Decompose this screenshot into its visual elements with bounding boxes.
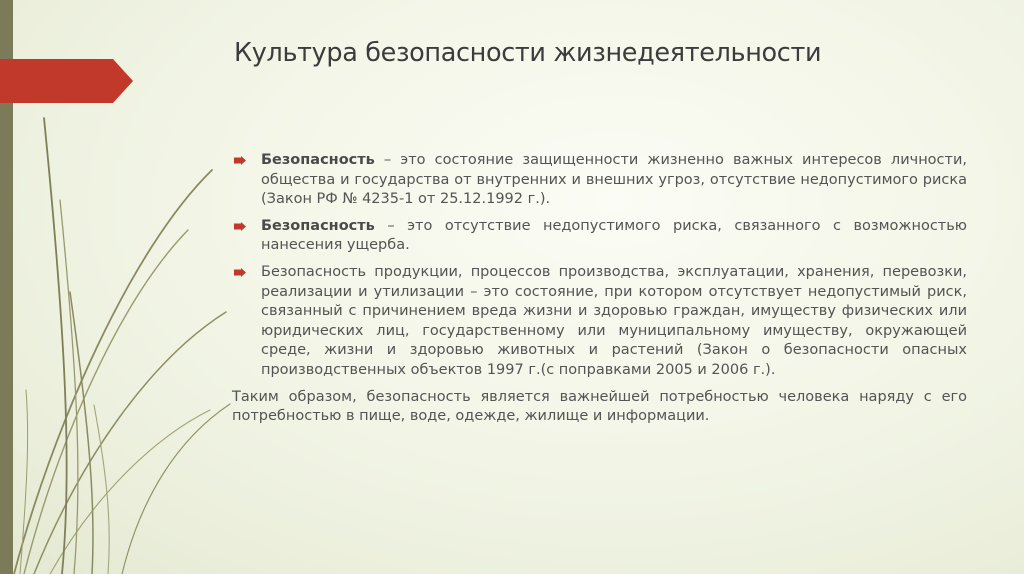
bullet-term: Безопасность: [261, 217, 375, 234]
arrow-bullet-icon: [234, 156, 246, 165]
bullet-item: [232, 151, 967, 210]
bullet-text: – это состояние защищенности жизненно важных интересов личности, общества и государства от внутренних и внешних угроз, отсутствие недопустимого риска (Закон РФ № 4235-1 от 25.12.1992 г.).: [261, 152, 967, 208]
bullet-text: Безопасность продукции, процессов производства, эксплуатации, хранения, перевозки, реализации и утилизации – это состояние, при котором отсутствует недопустимый риск, связанный с причинением вреда жизни и здоровью граждан, имуществу физических или юридических лиц, государственному или муниципальному имуществу, окружающей среде, жизни и здоровью животных и растений (Закон о безопасности опасных производственных объектов 1997 г.(с поправками 2005 и 2006 г.).: [261, 263, 967, 378]
bullet-item: [232, 263, 967, 381]
conclusion-text: Таким образом, безопасность является важнейшей потребностью человека наряду с его потребностью в пище, воде, одежде, жилище и информации.: [232, 388, 967, 425]
bullet-text: – это отсутствие недопустимого риска, связанного с возможностью нанесения ущерба.: [261, 217, 967, 254]
arrow-bullet-icon: [234, 268, 246, 277]
slide-content: [232, 151, 967, 427]
bullet-term: Безопасность: [261, 152, 375, 168]
arrow-bullet-icon: [234, 222, 246, 231]
bullet-item: [232, 217, 967, 256]
slide-title: Культура безопасности жизнедеятельности: [234, 38, 822, 68]
title-arrow-icon: [0, 59, 133, 103]
